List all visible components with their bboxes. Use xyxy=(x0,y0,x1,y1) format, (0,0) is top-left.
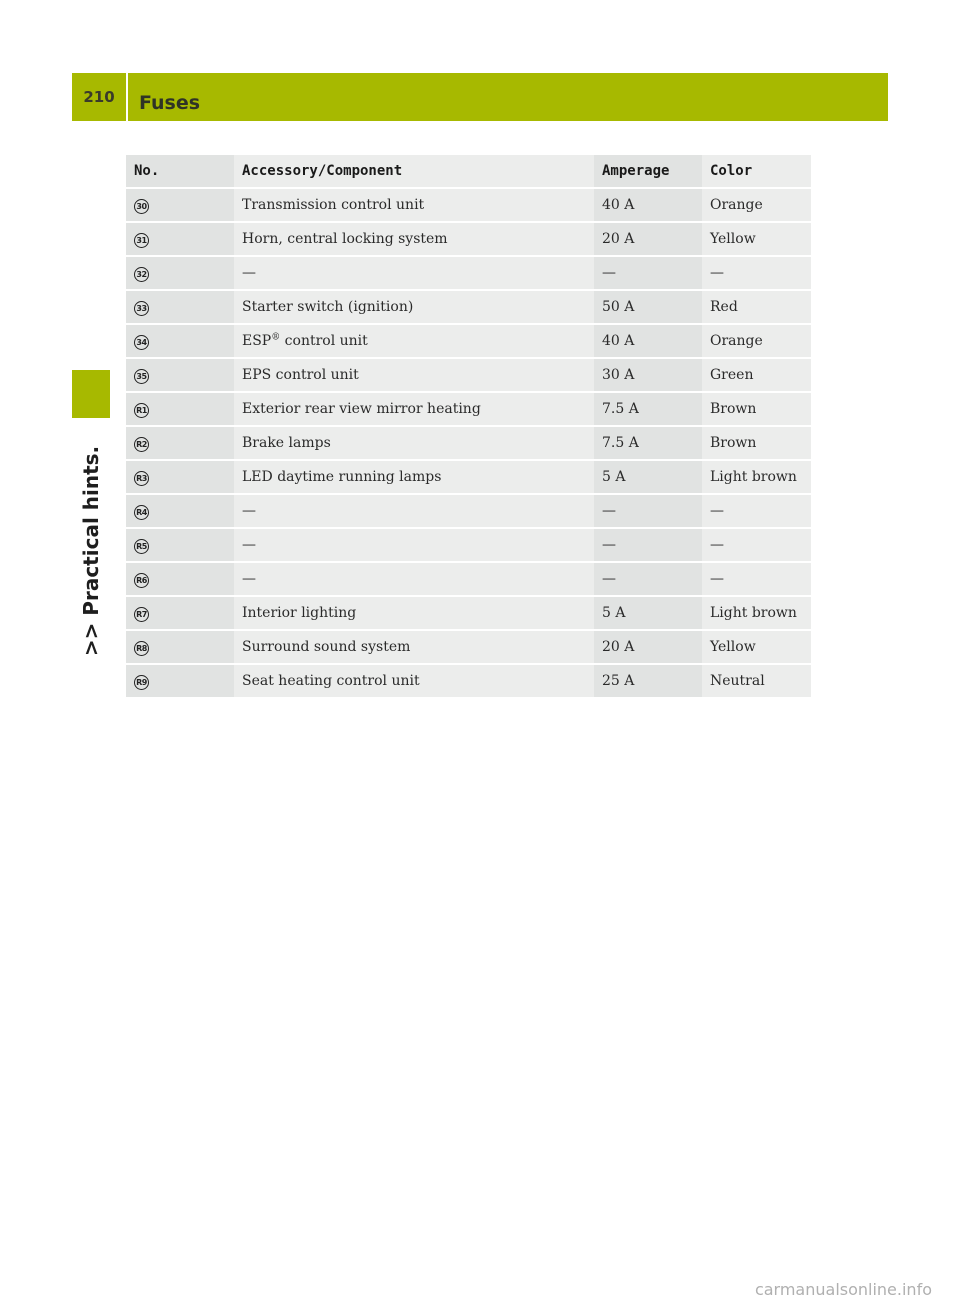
cell-component xyxy=(234,222,594,256)
component-text: — xyxy=(242,537,256,553)
table-row xyxy=(126,324,811,358)
cell-color: — xyxy=(702,528,811,562)
cell-fuse-number xyxy=(126,596,234,630)
cell-color: Neutral xyxy=(702,664,811,698)
fuse-number-badge: R2 xyxy=(134,437,149,452)
cell-fuse-number xyxy=(126,392,234,426)
registered-mark: ® xyxy=(271,332,281,343)
cell-fuse-number xyxy=(126,222,234,256)
column-header-no: No. xyxy=(126,155,234,188)
cell-amperage: 40 A xyxy=(594,324,702,358)
cell-amperage: 30 A xyxy=(594,358,702,392)
cell-amperage: 5 A xyxy=(594,596,702,630)
cell-amperage: — xyxy=(594,256,702,290)
cell-color: Light brown xyxy=(702,460,811,494)
cell-fuse-number xyxy=(126,562,234,596)
cell-component xyxy=(234,460,594,494)
section-title: Fuses xyxy=(139,92,201,114)
cell-color: Yellow xyxy=(702,222,811,256)
cell-amperage: 7.5 A xyxy=(594,392,702,426)
component-text: Surround sound system xyxy=(242,639,411,655)
cell-component xyxy=(234,290,594,324)
fuse-number-badge: 31 xyxy=(134,233,149,248)
component-text: Seat heating control unit xyxy=(242,673,420,689)
component-text-suffix: control unit xyxy=(280,333,368,349)
column-header-amperage: Amperage xyxy=(594,155,702,188)
cell-fuse-number xyxy=(126,460,234,494)
cell-amperage: — xyxy=(594,562,702,596)
cell-amperage: 50 A xyxy=(594,290,702,324)
cell-fuse-number xyxy=(126,324,234,358)
cell-color: Light brown xyxy=(702,596,811,630)
table-row xyxy=(126,222,811,256)
cell-amperage: — xyxy=(594,494,702,528)
watermark: carmanualsonline.info xyxy=(754,1280,932,1299)
cell-component xyxy=(234,664,594,698)
fuse-number-badge: R7 xyxy=(134,607,149,622)
cell-color: Brown xyxy=(702,426,811,460)
cell-amperage: 25 A xyxy=(594,664,702,698)
side-section-label: >> Practical hints. xyxy=(79,445,103,657)
cell-component xyxy=(234,562,594,596)
cell-fuse-number xyxy=(126,528,234,562)
table-row xyxy=(126,460,811,494)
table-row xyxy=(126,596,811,630)
cell-fuse-number xyxy=(126,630,234,664)
component-text: EPS control unit xyxy=(242,367,359,383)
header-divider xyxy=(126,73,128,121)
cell-component xyxy=(234,256,594,290)
cell-color: Brown xyxy=(702,392,811,426)
page-number: 210 xyxy=(83,88,115,106)
cell-fuse-number xyxy=(126,664,234,698)
fuse-number-badge: R6 xyxy=(134,573,149,588)
table-row xyxy=(126,256,811,290)
cell-fuse-number xyxy=(126,188,234,222)
cell-color: Yellow xyxy=(702,630,811,664)
component-text: ESP xyxy=(242,333,272,349)
cell-component xyxy=(234,494,594,528)
table-row xyxy=(126,358,811,392)
fuse-number-badge: R3 xyxy=(134,471,149,486)
component-text: — xyxy=(242,503,256,519)
component-text: Horn, central locking system xyxy=(242,231,448,247)
component-text: — xyxy=(242,571,256,587)
cell-amperage: 20 A xyxy=(594,222,702,256)
cell-component xyxy=(234,324,594,358)
cell-color: Green xyxy=(702,358,811,392)
fuse-number-badge: 34 xyxy=(134,335,149,350)
cell-color: — xyxy=(702,256,811,290)
cell-color: — xyxy=(702,562,811,596)
fuse-number-badge: 35 xyxy=(134,369,149,384)
fuse-table xyxy=(126,155,811,699)
fuse-number-badge: 30 xyxy=(134,199,149,214)
table-row xyxy=(126,630,811,664)
cell-color: Orange xyxy=(702,188,811,222)
cell-fuse-number xyxy=(126,256,234,290)
cell-color: Orange xyxy=(702,324,811,358)
table-row xyxy=(126,290,811,324)
component-text: Interior lighting xyxy=(242,605,357,621)
component-text: — xyxy=(242,265,256,281)
fuse-number-badge: R9 xyxy=(134,675,149,690)
cell-fuse-number xyxy=(126,290,234,324)
component-text: Brake lamps xyxy=(242,435,331,451)
table-row xyxy=(126,664,811,698)
fuse-number-badge: R4 xyxy=(134,505,149,520)
cell-amperage: 7.5 A xyxy=(594,426,702,460)
cell-amperage: 40 A xyxy=(594,188,702,222)
cell-component xyxy=(234,358,594,392)
cell-amperage: 5 A xyxy=(594,460,702,494)
column-header-component: Accessory/Component xyxy=(234,155,594,188)
table-header-row xyxy=(126,155,811,188)
cell-color: Red xyxy=(702,290,811,324)
table-row xyxy=(126,392,811,426)
cell-component xyxy=(234,596,594,630)
table-row xyxy=(126,528,811,562)
cell-color: — xyxy=(702,494,811,528)
cell-component xyxy=(234,392,594,426)
column-header-color: Color xyxy=(702,155,811,188)
fuse-number-badge: 33 xyxy=(134,301,149,316)
table-row xyxy=(126,188,811,222)
table-row xyxy=(126,426,811,460)
cell-component xyxy=(234,188,594,222)
cell-fuse-number xyxy=(126,426,234,460)
table-row xyxy=(126,562,811,596)
cell-amperage: 20 A xyxy=(594,630,702,664)
cell-fuse-number xyxy=(126,494,234,528)
fuse-number-badge: R5 xyxy=(134,539,149,554)
component-text: Exterior rear view mirror heating xyxy=(242,401,481,417)
fuse-number-badge: R1 xyxy=(134,403,149,418)
fuse-number-badge: 32 xyxy=(134,267,149,282)
cell-amperage: — xyxy=(594,528,702,562)
table-row xyxy=(126,494,811,528)
fuse-number-badge: R8 xyxy=(134,641,149,656)
cell-component xyxy=(234,528,594,562)
cell-component xyxy=(234,630,594,664)
component-text: LED daytime running lamps xyxy=(242,469,442,485)
component-text: Starter switch (ignition) xyxy=(242,299,414,315)
side-tab xyxy=(72,370,110,418)
component-text: Transmission control unit xyxy=(242,197,425,213)
cell-component xyxy=(234,426,594,460)
cell-fuse-number xyxy=(126,358,234,392)
